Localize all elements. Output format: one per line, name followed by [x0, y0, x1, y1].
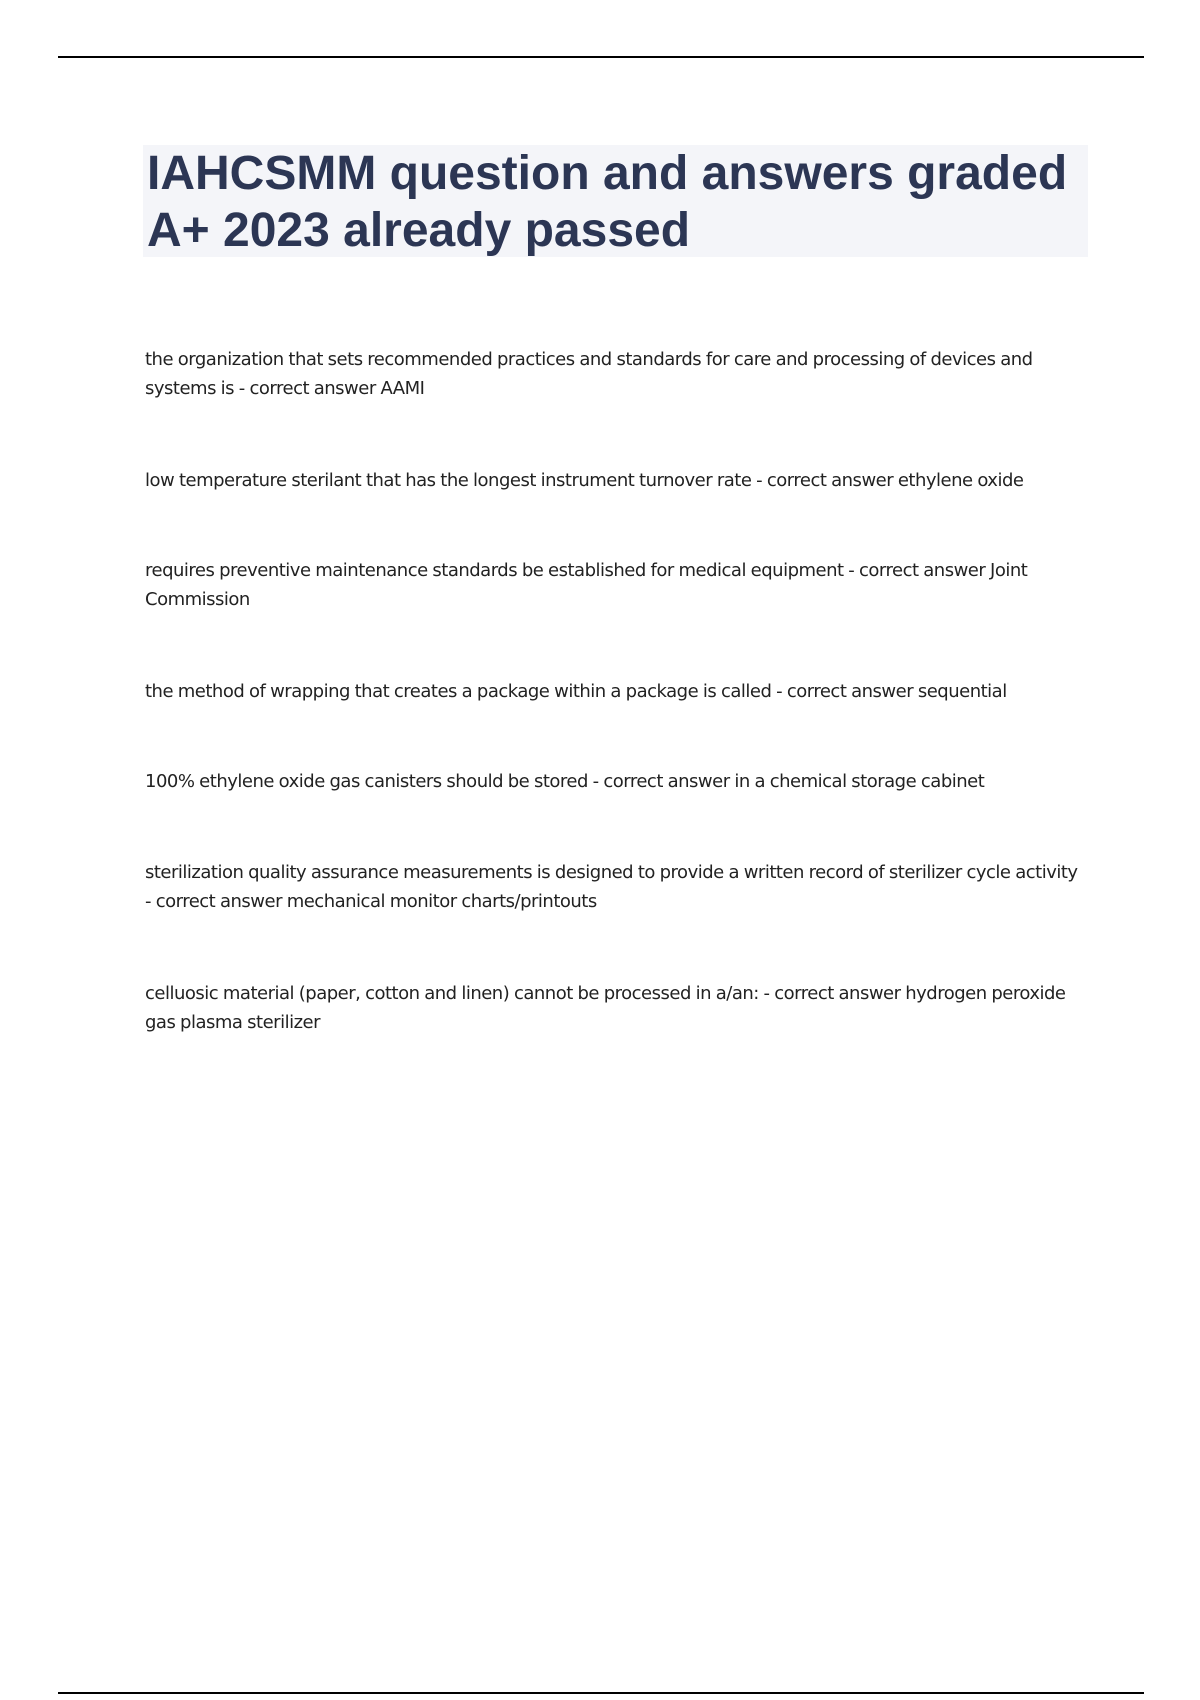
bottom-rule — [58, 1692, 1144, 1694]
qa-item-1: the organization that sets recommended practices and standards for care and processing of devices and systems is - correct answer AAMI — [145, 349, 1033, 399]
qa-item-2: low temperature sterilant that has the longest instrument turnover rate - correct answer ethylene oxide — [145, 470, 1024, 491]
title-block — [143, 145, 1088, 257]
qa-item-3: requires preventive maintenance standards be established for medical equipment - correct answer Joint Commission — [145, 560, 1028, 610]
document-title-line-2: A+ 2023 already passed — [147, 204, 691, 257]
document-title-line-1: IAHCSMM question and answers graded — [147, 147, 1068, 200]
qa-item-5: 100% ethylene oxide gas canisters should be stored - correct answer in a chemical storage cabinet — [145, 771, 985, 792]
qa-item-7: celluosic material (paper, cotton and linen) cannot be processed in a/an: - correct answer hydrogen peroxide gas plasma sterilizer — [145, 983, 1066, 1033]
qa-item-4: the method of wrapping that creates a package within a package is called - correct answer sequential — [145, 681, 1007, 702]
qa-item-6: sterilization quality assurance measurements is designed to provide a written record of sterilizer cycle activity - correct answer mechanical monitor charts/printouts — [145, 862, 1078, 912]
top-rule — [58, 56, 1144, 58]
